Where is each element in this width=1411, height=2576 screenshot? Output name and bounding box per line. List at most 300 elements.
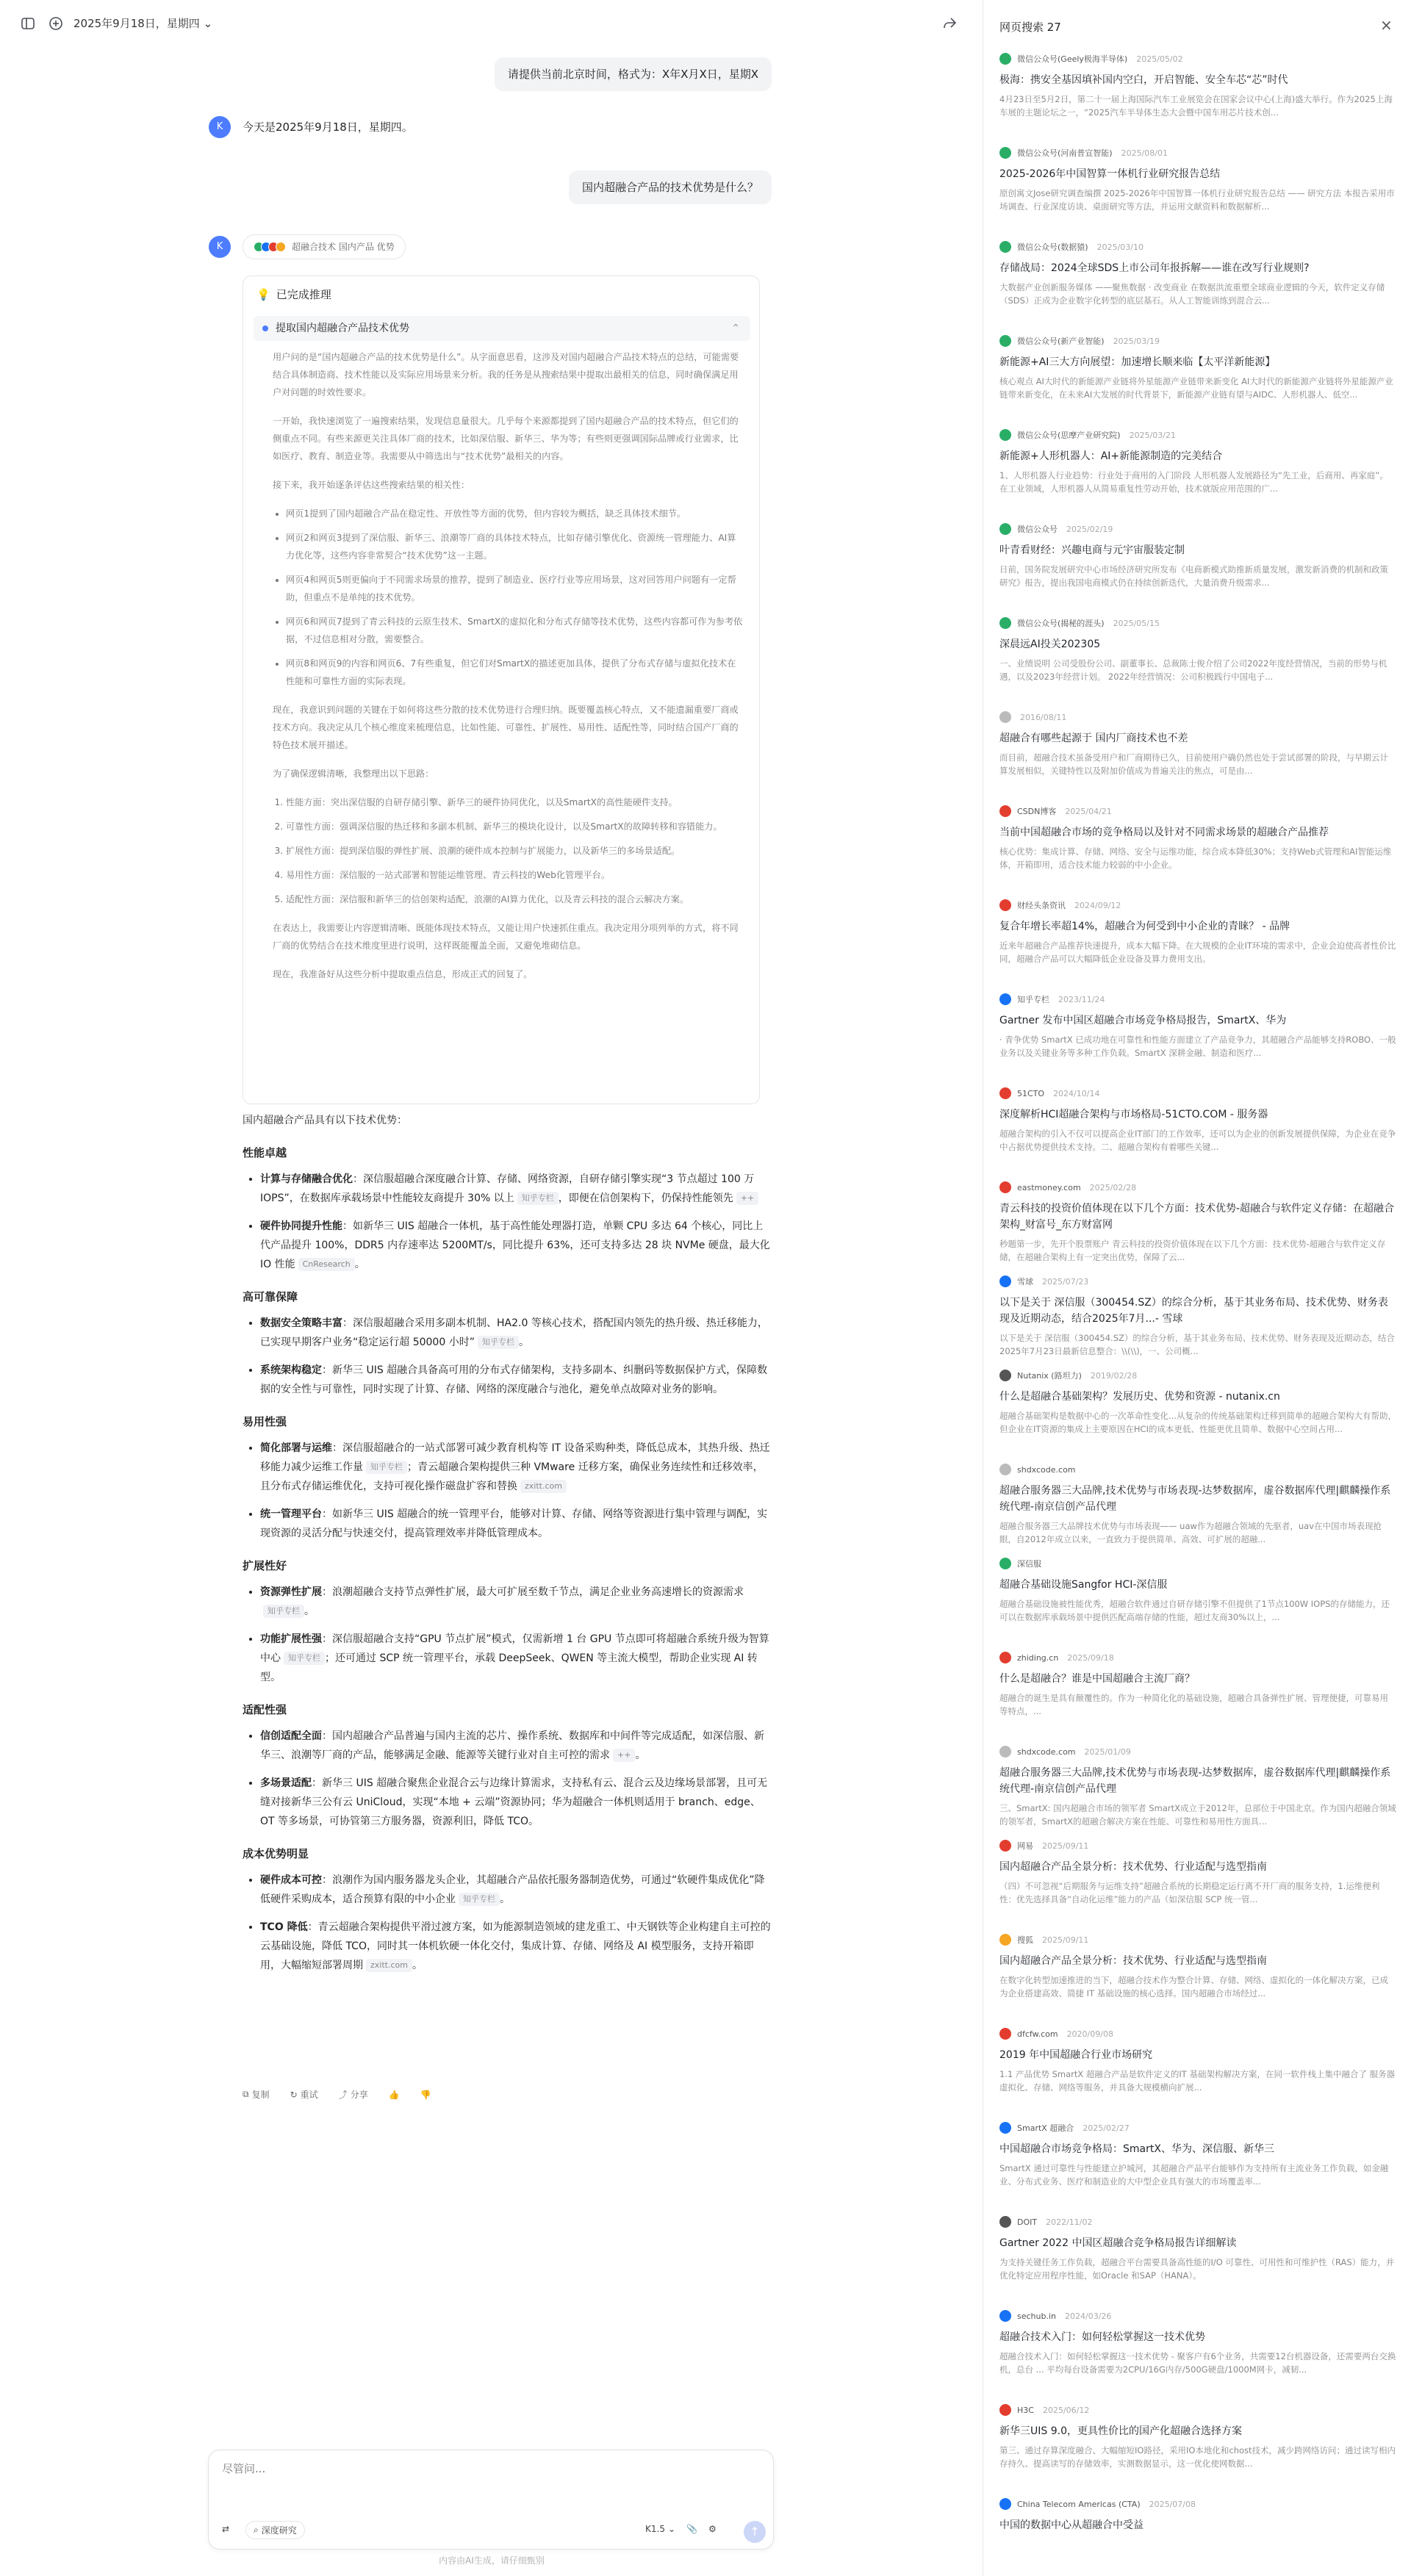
result-source: eastmoney.com: [1017, 1182, 1081, 1192]
result-item[interactable]: [999, 1086, 1396, 1180]
result-meta: [999, 522, 1396, 536]
result-source: 51CTO: [1017, 1088, 1045, 1098]
result-title[interactable]: 深晨远AI投关202305: [999, 638, 1101, 650]
result-date: 2025/02/28: [1089, 1182, 1137, 1192]
composer: [208, 2450, 774, 2550]
result-snippet: 在数字化转型加速推进的当下，超融合技术作为整合计算、存储、网络、虚拟化的一体化解决方案，已成为企业搭建高效、简捷 IT 基础设施的核心选择。国内超融合市场经过...: [999, 1975, 1388, 1998]
reasoning-paragraph: 现在，我意识到问题的关键在于如何将这些分散的技术优势进行合理归纳。既要覆盖核心特点，又不能遗漏重要厂商或技术方向。我决定从几个核心维度来梳理信息，比如性能、可靠性、扩展性、易用性、适配性等，同时结合国产厂商的特色技术展开描述。: [273, 705, 739, 750]
result-snippet: 一、业绩说明 公司受股份公司、副董事长、总裁陈士俊介绍了公司2022年度经营情况，当前的形势与机遇，以及2023年经营计划。 2022年经营情况：公司积极践行中国电子...: [999, 658, 1387, 682]
favicon-icon: [999, 617, 1011, 629]
copy-button[interactable]: [243, 2088, 270, 2101]
result-date: 2020/09/08: [1066, 2029, 1113, 2039]
bulb-icon: 💡: [256, 287, 270, 301]
reasoning-paragraph: 现在，我准备好从这些分析中提取重点信息，形成正式的回复了。: [273, 969, 533, 979]
favicon-icon: [999, 2216, 1011, 2228]
result-date: 2025/08/01: [1121, 148, 1168, 158]
reasoning-plan-item: 3. 扩展性方面：提到深信服的弹性扩展、浪潮的硬件成本控制与扩展能力，以及新华三的多场景适配。: [286, 842, 743, 860]
share-button[interactable]: [339, 2088, 368, 2101]
result-date: 2025/03/21: [1129, 430, 1176, 440]
favicon-icon: [999, 2028, 1011, 2040]
answer-item-text: ：如新华三 UIS 超融合一体机，基于高性能处理器打造，单颗 CPU 多达 64 个核心，同比上代产品提升 100%，DDR5 内存速率达 5200MT/s，同比提升 63%，还可支持多达 28 块 NVMe 硬盘，最大化 IO 性能: [260, 1220, 770, 1270]
answer-item: [260, 1871, 772, 1909]
answer-item-label: 数据安全策略丰富: [260, 1317, 342, 1329]
result-item[interactable]: [999, 428, 1396, 522]
result-meta: [999, 240, 1396, 254]
answer-item: [260, 1170, 772, 1208]
result-source: shdxcode.com: [1017, 1746, 1076, 1757]
thumbs-down-button[interactable]: 👎: [420, 2089, 431, 2100]
chevron-down-icon: ⌄: [667, 2524, 676, 2534]
reasoning-paragraph: 用户问的是“国内超融合产品的技术优势是什么”。从字面意思看，这涉及对国内超融合产品技术特点的总结，可能需要结合具体制造商、技术性能以及实际应用场景来分析。我的任务是从搜索结果中提取出最相关的信息，同时确保满足用户对问题的时效性要求。: [273, 352, 739, 397]
section-heading: 适配性强: [243, 1703, 287, 1716]
answer-item-label: 硬件协同提升性能: [260, 1220, 342, 1232]
reasoning-paragraph: 接下来，我开始逐条评估这些搜索结果的相关性：: [273, 480, 470, 490]
answer-item-text: ：新华三 UIS 超融合具备高可用的分布式存储架构，支持多副本、纠删码等数据保护方式，保障数据的安全性与可靠性，同时实现了计算、存储、网络的深度融合与池化，避免单点故障对业务的影响。: [260, 1364, 768, 1395]
result-item[interactable]: [999, 804, 1396, 898]
result-source: 微信公众号(河南普宣智能): [1017, 148, 1113, 158]
results-list: [999, 51, 1396, 2576]
result-title[interactable]: 2019 年中国超融合行业市场研究: [999, 2049, 1153, 2061]
result-date: 2024/10/14: [1053, 1088, 1100, 1098]
result-source: SmartX 超融合: [1017, 2123, 1074, 2133]
answer-item-text: ：深信服超融合的一站式部署可减少教育机构等 IT 设备采购种类，降低总成本，其热升级、热迁移能力减少运维工作量: [260, 1442, 770, 1473]
assistant-answer: [243, 1111, 772, 1984]
deep-research-label: 深度研究: [261, 2525, 297, 2536]
section-list: [260, 1727, 772, 1831]
favicon-icon: [999, 2122, 1011, 2134]
assistant-avatar: K: [209, 236, 231, 258]
section-list: [260, 1583, 772, 1687]
result-title[interactable]: 复合年增长率超14%，超融合为何受到中小企业的青睐？ - 品牌: [999, 921, 1290, 932]
answer-item-tail: ；青云超融合架构提供三种 VMware 迁移方案，确保业务连续性和迁移效率，且分布式存储运维优化，支持可视化操作磁盘扩容和替换: [260, 1461, 764, 1492]
result-item[interactable]: [999, 1556, 1396, 1650]
copy-label: 复制: [251, 2090, 270, 2100]
answer-item: [260, 1361, 772, 1399]
result-item[interactable]: [999, 2497, 1396, 2576]
result-snippet: 近来年超融合产品推荐快速提升，成本大幅下降。在大规模的企业IT环境的需求中，企业会迫使高者性价比同，超融合产品可以大幅降低企业设备及算力费用支出。: [999, 940, 1396, 964]
result-date: 2024/03/26: [1065, 2311, 1112, 2321]
result-date: 2025/03/10: [1096, 242, 1143, 252]
result-snippet: 超融合的诞生是具有颠覆性的。作为一种简化化的基础设施，超融合具备弹性扩展、管理便捷，可靠易用等特点，...: [999, 1693, 1388, 1716]
result-meta: [999, 2120, 1396, 2135]
result-date: 2019/02/28: [1090, 1370, 1138, 1381]
result-source: 搜狐: [1017, 1935, 1033, 1945]
result-title[interactable]: 超融合基础设施Sangfor HCI-深信服: [999, 1579, 1168, 1591]
answer-item-text: ：新华三 UIS 超融合聚焦企业混合云与边缘计算需求，支持私有云、混合云及边缘场景部署，且可无缝对接新华三公有云 UniCloud，实现“本地 + 云端”资源协同；华为超融合一体机则适用于 branch、edge、OT 等多场景，可协管第三方服务器，资源利旧，降低 TCO。: [260, 1777, 768, 1827]
favicon-icon: [999, 335, 1011, 347]
result-date: 2025/09/18: [1067, 1652, 1114, 1663]
answer-item-tail: 。: [412, 1960, 423, 1971]
result-date: 2025/05/02: [1136, 54, 1183, 64]
result-date: 2022/11/02: [1046, 2217, 1093, 2227]
answer-item-tail: 。: [500, 1893, 510, 1905]
share-icon[interactable]: [941, 15, 958, 32]
result-meta: [999, 710, 1396, 724]
result-item[interactable]: [999, 1368, 1396, 1462]
disclaimer: 内容由AI生成，请仔细甄别: [439, 2555, 545, 2566]
result-meta: [999, 616, 1396, 630]
favicon-icon: [999, 1934, 1011, 1946]
model-label: K1.5: [645, 2524, 665, 2534]
message-input[interactable]: [222, 2461, 758, 2490]
result-snippet: 超融合服务器三大品牌技术优势与市场表现—— uaw作为超融合领域的先驱者，uav在中国市场表现抢眼，自2012年成立以来，一直致力于提供简单、高效、可扩展的超融...: [999, 1521, 1382, 1544]
result-source: sechub.in: [1017, 2311, 1056, 2321]
sidebar-toggle-icon[interactable]: [19, 15, 37, 32]
favicon-icon: [999, 805, 1011, 817]
result-source: Nutanix (路坦力): [1017, 1371, 1082, 1381]
result-meta: [999, 1462, 1396, 1477]
source-chip[interactable]: zxitt.com: [366, 1959, 412, 1972]
result-meta: [999, 898, 1396, 913]
result-title[interactable]: 2025-2026年中国智算一体机行业研究报告总结: [999, 168, 1221, 180]
answer-item: [260, 1583, 772, 1621]
reasoning-step[interactable]: [254, 316, 750, 341]
result-item[interactable]: [999, 1274, 1396, 1368]
deep-research-button[interactable]: [245, 2521, 305, 2539]
answer-item-tail: 。: [518, 1336, 529, 1348]
result-meta: [999, 1744, 1396, 1759]
result-item[interactable]: [999, 898, 1396, 992]
reasoning-header-text: 已完成推理: [276, 288, 331, 301]
result-snippet: 秒题第一步，先开个股票账户 青云科技的投资价值体现在以下几个方面：技术优势-超融合与软件定义存储，在超融合架构上有一定突出优势，保障了云...: [999, 1239, 1386, 1262]
result-source: China Telecom Americas (CTA): [1017, 2499, 1141, 2509]
result-snippet: 4月23日至5月2日，第二十一届上海国际汽车工业展览会在国家会议中心(上海)盛大举行。作为2025上海车展的主题论坛之一，“2025汽车半导体生态大会暨中国车用芯片技术创...: [999, 94, 1393, 118]
reasoning-point: • 网页6和网页7提到了青云科技的云原生技术、SmartX的虚拟化和分布式存储等技术优势，这些内容都可作为参考依据，不过信息相对分散，需要整合。: [286, 613, 743, 648]
source-chip[interactable]: 知乎专栏: [263, 1605, 304, 1618]
settings-icon[interactable]: ⚙: [708, 2524, 717, 2534]
favicon-icon: [999, 1087, 1011, 1099]
result-title[interactable]: 新华三UIS 9.0，更具性价比的国产化超融合选择方案: [999, 2425, 1242, 2437]
result-snippet: 1.1 产品优势 SmartX 超融合产品是软件定义的IT 基础架构解决方案，在同一软件栈上集中融合了 服务器虚拟化、存储、网络等服务，并具备大规模横向扩展...: [999, 2069, 1396, 2093]
result-source: 深信服: [1017, 1559, 1041, 1569]
result-source: 网易: [1017, 1841, 1033, 1851]
result-snippet: 核心观点 AI大时代的新能源产业链将外星能源产业链带来新变化 AI大时代的新能源产业链将外星能源产业链带来新变化，在未来AI大发展的时代背景下，新能源产业链有望与AIDC、人形机器人、低空...: [999, 376, 1393, 400]
research-icon: ⌕: [254, 2525, 259, 2535]
reasoning-paragraph: 为了确保逻辑清晰，我整理出以下思路：: [273, 769, 434, 779]
result-item[interactable]: [999, 2026, 1396, 2120]
result-item[interactable]: [999, 1180, 1396, 1274]
result-snippet: 第三、通过存算深度融合、大幅缩短IO路径，采用IO本地化和chost技术，减少跨网络访问；通过读写相内存持久、提高读写的存储效率，实测数据显示，这一优化使网数据...: [999, 2445, 1396, 2469]
source-chip[interactable]: zxitt.com: [520, 1480, 567, 1493]
result-title[interactable]: 超融合技术入门：如何轻松掌握这一技术优势: [999, 2331, 1205, 2343]
answer-item-tail: ，即便在信创架构下，仍保持性能领先: [558, 1192, 733, 1204]
result-item[interactable]: [999, 2120, 1396, 2215]
answer-item: [260, 1217, 772, 1274]
result-title[interactable]: 当前中国超融合市场的竞争格局以及针对不同需求场景的超融合产品推荐: [999, 827, 1329, 838]
result-meta: [999, 1932, 1396, 1947]
result-item[interactable]: [999, 2309, 1396, 2403]
result-meta: [999, 1838, 1396, 1853]
answer-item-tail: 。: [354, 1259, 365, 1270]
answer-item: [260, 1727, 772, 1765]
result-title[interactable]: 什么是超融合基础架构？发展历史、优势和资源 - nutanix.cn: [999, 1391, 1280, 1403]
result-meta: [999, 428, 1396, 442]
result-item[interactable]: [999, 334, 1396, 428]
favicon-icon: [999, 899, 1011, 911]
close-icon[interactable]: ×: [1380, 16, 1393, 34]
result-title[interactable]: Gartner 发布中国区超融合市场竞争格局报告，SmartX、华为: [999, 1015, 1287, 1026]
answer-item-label: 计算与存储融合优化: [260, 1173, 353, 1185]
result-meta: [999, 1180, 1396, 1195]
result-title[interactable]: 新能源+AI三大方向展望：加速增长顺来临【太平洋新能源】: [999, 356, 1276, 368]
result-date: 2025/09/11: [1042, 1841, 1089, 1851]
reasoning-point: • 网页4和网页5则更偏向于不同需求场景的推荐，提到了制造业、医疗行业等应用场景，这对回答用户问题有一定帮助，但重点不是单纯的技术优势。: [286, 571, 743, 606]
thumbs-up-button[interactable]: 👍: [388, 2089, 400, 2100]
result-source: shdxcode.com: [1017, 1464, 1076, 1475]
chevron-down-icon: ⌄: [203, 17, 213, 30]
result-item[interactable]: [999, 616, 1396, 710]
favicon-icon: [999, 147, 1011, 159]
section-list: [260, 1439, 772, 1543]
result-snippet: 日前，国务院发展研究中心市场经济研究所发布《电商新模式助推新质量发展，激发新消费的机制和政策研究》报告，提出我国电商模式仍在持续创新迭代，大量消费升级需求...: [999, 564, 1388, 588]
new-chat-icon[interactable]: [47, 15, 65, 32]
result-meta: [999, 2215, 1396, 2229]
result-item[interactable]: [999, 2215, 1396, 2309]
answer-item-label: 简化部署与运维: [260, 1442, 332, 1454]
result-date: 2025/02/19: [1066, 524, 1113, 534]
retry-label: 重试: [300, 2090, 318, 2100]
reasoning-points: [286, 505, 743, 690]
favicon-icon: [999, 429, 1011, 441]
result-date: 2024/09/12: [1074, 900, 1121, 910]
favicon-icon: [999, 2310, 1011, 2322]
reasoning-step-label: 提取国内超融合产品技术优势: [276, 323, 409, 334]
result-meta: [999, 992, 1396, 1007]
result-date: 2025/04/21: [1065, 806, 1112, 816]
result-snippet: 超融合基础设施被性能优秀，超融合软件通过自研存储引擎不但提供了1节点100W IOPS的存储能力，还可以在数据库承载场景中提供匹配高端存储的性能，超过友商30%以上，...: [999, 1599, 1390, 1622]
reasoning-plan-item: 5. 适配性方面：深信服和新华三的信创架构适配，浪潮的AI算力优化，以及青云科技的混合云解决方案。: [286, 891, 743, 908]
answer-item: [260, 1918, 772, 1975]
section-heading: 扩展性好: [243, 1559, 287, 1572]
result-item[interactable]: [999, 1932, 1396, 2026]
result-snippet: 1、人形机器人行业趋势：行业处于商用的入门阶段 人形机器人发展路径为“先工业，后商用、再家庭”。在工业领域，人形机器人从简易重复性劳动开始，技术就版应用范围的广...: [999, 470, 1388, 494]
result-title[interactable]: Gartner 2022 中国区超融合竞争格局报告详细解读: [999, 2237, 1237, 2249]
answer-item-label: 功能扩展性强: [260, 1633, 322, 1645]
answer-sections: [243, 1143, 772, 1975]
result-item[interactable]: [999, 992, 1396, 1086]
result-item[interactable]: [999, 51, 1396, 145]
result-item[interactable]: [999, 145, 1396, 240]
source-favicons: [254, 242, 286, 252]
reasoning-paragraph: 一开始，我快速浏览了一遍搜索结果，发现信息量很大。几乎每个来源都提到了国内超融合产品的技术特点，但它们的侧重点不同。有些来源更关注具体厂商的技术，比如深信服、新华三、华为等；有些则更强调国际品牌或行业需求，比如医疗、教育、制造业等。我需要从中筛选出与“技术优势”最相关的内容。: [273, 416, 739, 461]
search-tag[interactable]: [243, 234, 406, 259]
section-heading: 性能卓越: [243, 1146, 287, 1159]
favicon-icon: [999, 1652, 1011, 1663]
result-source: 财经头条资讯: [1017, 901, 1066, 910]
result-date: 2023/11/24: [1058, 994, 1105, 1004]
result-item[interactable]: [999, 1462, 1396, 1556]
reasoning-point: • 网页2和网页3提到了深信服、新华三、浪潮等厂商的具体技术特点，比如存储引擎优化、资源统一管理能力、AI算力优化等，这些内容非常契合“技术优势”这一主题。: [286, 529, 743, 564]
answer-item: [260, 1774, 772, 1831]
favicon-icon: [999, 1181, 1011, 1193]
answer-item-label: 资源弹性扩展: [260, 1586, 322, 1598]
result-date: 2025/07/23: [1042, 1276, 1089, 1287]
answer-item-label: 系统架构稳定: [260, 1364, 322, 1376]
result-title[interactable]: 青云科技的投资价值体现在以下几个方面：技术优势-超融合与软件定义存储：在超融合架构_财富号_东方财富网: [999, 1203, 1395, 1231]
retry-icon: ↻: [290, 2089, 298, 2100]
result-source: 微信公众号(揭秘的涯头): [1017, 619, 1105, 628]
result-title[interactable]: 极海：携安全基因填补国内空白，开启智能、安全车芯“芯”时代: [999, 74, 1288, 86]
result-meta: [999, 1650, 1396, 1665]
result-meta: [999, 2403, 1396, 2417]
assistant-message: 今天是2025年9月18日，星期四。: [243, 120, 413, 134]
result-item[interactable]: [999, 1744, 1396, 1838]
result-title[interactable]: 存储战局：2024全球SDS上市公司年报拆解——谁在改写行业规则?: [999, 262, 1310, 274]
answer-item-text: ：国内超融合产品普遍与国内主流的芯片、操作系统、数据库和中间件等完成适配，如深信服、新华三、浪潮等厂商的产品，能够满足金融、能源等关键行业对自主可控的需求: [260, 1730, 764, 1761]
result-date: 2025/07/08: [1149, 2499, 1196, 2509]
result-snippet: 大数据产业创新服务媒体 ——聚焦数据 · 改变商业 在数据洪流重塑全球商业逻辑的今天，软件定义存储（SDS）正成为企业数字化转型的底层基石。从人工智能训练到混合云...: [999, 282, 1385, 306]
answer-item-text: ：浪潮超融合支持节点弹性扩展，最大可扩展至数千节点，满足企业业务高速增长的资源需求: [322, 1586, 744, 1598]
section-heading: 易用性强: [243, 1415, 287, 1428]
source-chip[interactable]: 知乎专栏: [366, 1461, 407, 1474]
result-snippet: 超融合技术入门：如何轻松掌握这一技术优势 - 聚客户有6个业务，共需要12台机器设备，还需要两台交换机，总台 ... 平均每台设备需要为2CPU/16G内存/500G硬盘/1000M网卡，减韧...: [999, 2351, 1396, 2375]
reasoning-body: [273, 348, 743, 994]
result-title[interactable]: 中国超融合市场竞争格局：SmartX、华为、深信服、新华三: [999, 2143, 1274, 2155]
favicon-icon: [999, 1464, 1011, 1475]
assistant-avatar: K: [209, 116, 231, 138]
result-snippet: 核心优势：集成计算、存储、网络、安全与运维功能，综合成本降低30%；支持Web式管理和AI智能运维体，开箱即用，适合技术能力较弱的中小企业。: [999, 846, 1392, 870]
favicon-icon: [999, 993, 1011, 1005]
result-source: 微信公众号(Geely极海半导体): [1017, 54, 1128, 64]
result-title[interactable]: 什么是超融合？谁是中国超融合主流厂商？: [999, 1673, 1195, 1685]
search-tag-label: 超融合技术 国内产品 优势: [292, 242, 395, 252]
reasoning-panel: [243, 276, 760, 1104]
favicon-icon: [999, 241, 1011, 253]
send-button[interactable]: ↑: [744, 2521, 766, 2543]
conversation-title[interactable]: [73, 15, 212, 32]
answer-item-tail: 。: [304, 1605, 315, 1617]
result-source: 知乎专栏: [1017, 995, 1049, 1004]
retry-button[interactable]: [290, 2088, 318, 2101]
search-results-panel: [983, 0, 1411, 2576]
section-list: [260, 1314, 772, 1399]
share-label: 分享: [350, 2090, 368, 2100]
result-meta: [999, 1556, 1396, 1571]
result-date: 2025/03/19: [1113, 336, 1160, 346]
answer-item-text: ：青云超融合架构提供平滑过渡方案，如为能源制造领域的建龙重工、中天钢铁等企业构建自主可控的云基础设施，降低 TCO，同时其一体机软硬一体化交付，集成计算、存储、网络及 AI 模型服务，支持开箱即用，大幅缩短部署周期: [260, 1921, 771, 1971]
answer-item-label: TCO 降低: [260, 1921, 308, 1933]
chevron-up-icon: ⌃: [731, 323, 740, 334]
result-item[interactable]: [999, 1838, 1396, 1932]
panel-title: 网页搜索 27: [999, 21, 1061, 34]
result-source: 微信公众号(新产业智能): [1017, 337, 1105, 346]
result-title[interactable]: 深度解析HCI超融合架构与市场格局-51CTO.COM - 服务器: [999, 1109, 1268, 1120]
source-chip[interactable]: ++: [613, 1749, 635, 1762]
source-chip[interactable]: 知乎专栏: [284, 1652, 325, 1665]
result-title[interactable]: 超融合服务器三大品牌,技术优势与市场表现-达梦数据库，虚谷数据库代理|麒麟操作系统代理-南京信创产品代理: [999, 1485, 1391, 1513]
favicon-icon: [999, 711, 1011, 723]
result-meta: [999, 1086, 1396, 1101]
result-item[interactable]: [999, 1650, 1396, 1744]
answer-item-tail: ；还可通过 SCP 统一管理平台，承载 DeepSeek、QWEN 等主流大模型，帮助企业实现 AI 转型。: [260, 1652, 758, 1683]
reasoning-plan: [286, 794, 743, 908]
result-snippet: （四）不可忽视“后期服务与运维支持”超融合系统的长期稳定运行离不开厂商的服务支持，1.运维便利性：优先选择具备“自动化运维”能力的产品（如深信服 SCP 统一管...: [999, 1881, 1380, 1904]
result-date: 2025/09/11: [1042, 1935, 1089, 1945]
reasoning-plan-item: 2. 可靠性方面：强调深信服的热迁移和多副本机制、新华三的模块化设计，以及SmartX的故障转移和容错能力。: [286, 818, 743, 835]
result-snippet: 三、SmartX: 国内超融合市场的领军者 SmartX成立于2012年，总部位于中国北京。作为国内超融合领域的领军者，SmartX的超融合解决方案在性能、可靠性和易用性方面具...: [999, 1803, 1396, 1827]
reasoning-header[interactable]: [256, 287, 331, 302]
result-meta: [999, 2026, 1396, 2041]
answer-item-label: 统一管理平台: [260, 1508, 322, 1520]
result-meta: [999, 1368, 1396, 1383]
result-date: 2025/02/27: [1083, 2123, 1130, 2133]
favicon-icon: [999, 1276, 1011, 1287]
answer-item: [260, 1439, 772, 1496]
model-select[interactable]: [645, 2524, 675, 2534]
result-source: zhiding.cn: [1017, 1652, 1059, 1663]
result-meta: [999, 2309, 1396, 2323]
result-snippet: 为支持关键任务工作负载，超融合平台需要具备高性能的I/O 可靠性、可用性和可维护性（RAS）能力，并优化特定应用程序性能，如Oracle 和SAP（HANA）。: [999, 2257, 1395, 2281]
user-message: 请提供当前北京时间，格式为：X年X月X日，星期X: [495, 57, 772, 91]
tools-icon[interactable]: ⇄: [222, 2524, 230, 2534]
answer-item-text: ：深信服超融合支持“GPU 节点扩展”模式，仅需新增 1 台 GPU 节点即可将超融合系统升级为智算中心: [260, 1633, 769, 1664]
result-title[interactable]: 国内超融合产品全景分析：技术优势、行业适配与选型指南: [999, 1861, 1267, 1873]
section-list: [260, 1170, 772, 1274]
favicon-icon: [999, 53, 1011, 65]
favicon-icon: [999, 1840, 1011, 1852]
section-list: [260, 1871, 772, 1975]
result-title[interactable]: 叶青看财经：兴趣电商与元宇宙服装定制: [999, 544, 1185, 556]
reasoning-plan-item: 1. 性能方面：突出深信服的自研存储引擎、新华三的硬件协同优化，以及SmartX的高性能硬件支持。: [286, 794, 743, 811]
copy-icon: ⧉: [243, 2089, 249, 2099]
source-chip[interactable]: ++: [736, 1192, 758, 1205]
user-message: 国内超融合产品的技术优势是什么？: [569, 170, 772, 204]
result-item[interactable]: [999, 2403, 1396, 2497]
result-snippet: 原创寓文Jose研究调查编撰 2025-2026年中国智算一体机行业研究报告总结 —— 研究方法 本报告采用市场调查、行业深度访谈、桌面研究等方法，并运用文献资料和数据解析...: [999, 188, 1395, 212]
result-item[interactable]: [999, 240, 1396, 334]
result-date: 2025/01/09: [1084, 1746, 1131, 1757]
answer-item-label: 多场景适配: [260, 1777, 312, 1789]
favicon-icon: [999, 2404, 1011, 2416]
result-item[interactable]: [999, 522, 1396, 616]
result-source: DOIT: [1017, 2217, 1038, 2227]
source-chip[interactable]: CnResearch: [298, 1258, 355, 1271]
answer-item-tail: 。: [635, 1749, 646, 1761]
result-item[interactable]: [999, 710, 1396, 804]
result-source: H3C: [1017, 2405, 1034, 2415]
reasoning-point: • 网页8和网页9的内容和网页6、7有些重复，但它们对SmartX的描述更加具体，提供了分布式存储与虚拟化技术在性能和可靠性方面的实际表现。: [286, 655, 743, 690]
result-title[interactable]: 超融合有哪些起源于 国内厂商技术也不差: [999, 733, 1188, 744]
result-date: 2016/08/11: [1020, 712, 1067, 722]
result-date: 2025/05/15: [1113, 618, 1160, 628]
result-title[interactable]: 以下是关于 深信服（300454.SZ）的综合分析，基于其业务布局、技术优势、财务表现及近期动态，结合2025年7月...- 雪球: [999, 1297, 1388, 1325]
answer-item: [260, 1505, 772, 1543]
result-meta: [999, 334, 1396, 348]
share-icon: ⤴: [338, 2090, 348, 2100]
source-chip[interactable]: 知乎专栏: [517, 1192, 559, 1205]
source-chip[interactable]: 知乎专栏: [478, 1336, 519, 1349]
result-source: 微信公众号: [1017, 525, 1058, 534]
result-title[interactable]: 超融合服务器三大品牌,技术优势与市场表现-达梦数据库，虚谷数据库代理|麒麟操作系统代理-南京信创产品代理: [999, 1767, 1391, 1795]
attach-icon[interactable]: 📎: [686, 2524, 697, 2534]
reasoning-paragraph: 在表达上，我需要让内容逻辑清晰、既能体现技术特点，又能让用户快速抓住重点。我决定用分项列举的方式，将不同厂商的优势结合在技术维度里进行说明，这样既能覆盖全面，又避免堆砌信息。: [273, 923, 739, 951]
result-title[interactable]: 中国的数据中心从超融合中受益: [999, 2519, 1143, 2531]
result-title[interactable]: 新能源+人形机器人：AI+新能源制造的完美结合: [999, 450, 1223, 462]
favicon-icon: [999, 2498, 1011, 2510]
favicon-icon: [999, 1370, 1011, 1381]
result-title[interactable]: 国内超融合产品全景分析：技术优势、行业适配与选型指南: [999, 1955, 1267, 1967]
answer-item-text: ：深信服超融合采用多副本机制、HA2.0 等核心技术，搭配国内领先的热升级、热迁移能力，已实现早期客户业务“稳定运行超 50000 小时”: [260, 1317, 768, 1348]
answer-item-text: ：如新华三 UIS 超融合的统一管理平台，能够对计算、存储、网络等资源进行集中管理与调配，实现资源的灵活分配与快速交付，提高管理效率并降低管理成本。: [260, 1508, 768, 1539]
answer-intro: 国内超融合产品具有以下技术优势：: [243, 1115, 407, 1126]
result-meta: [999, 145, 1396, 160]
favicon-icon: [999, 1558, 1011, 1569]
result-meta: [999, 1274, 1396, 1289]
source-chip[interactable]: 知乎专栏: [459, 1893, 500, 1906]
favicon-icon: [999, 523, 1011, 535]
result-source: 微信公众号(思摩产业研究院): [1017, 431, 1121, 440]
result-meta: [999, 804, 1396, 819]
